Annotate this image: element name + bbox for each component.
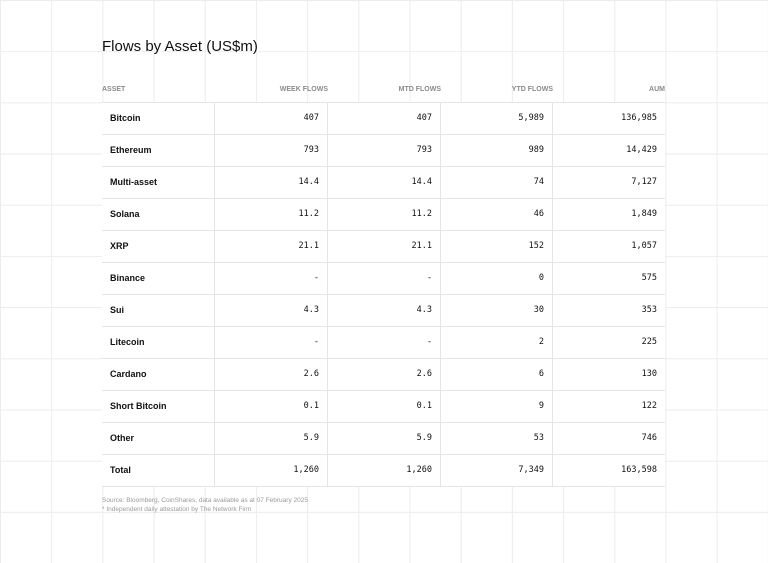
value-cell: 0.1 [215, 391, 328, 422]
value-cell: 5,989 [441, 103, 553, 134]
header-aum: AUM [649, 86, 665, 93]
value-cell: 136,985 [621, 113, 657, 123]
table-row [102, 199, 665, 231]
table-row [102, 103, 665, 135]
value-cell: 21.1 [328, 231, 441, 262]
value-cell: 0 [441, 263, 553, 294]
value-cell: 30 [441, 295, 553, 326]
table-row [102, 423, 665, 455]
table-row [102, 263, 665, 295]
table-body [102, 102, 665, 487]
value-cell: 4.3 [328, 295, 441, 326]
value-cell: 11.2 [328, 199, 441, 230]
asset-name-cell: Sui [102, 295, 215, 326]
table-row [102, 231, 665, 263]
value-cell: 5.9 [328, 423, 441, 454]
value-cell: 4.3 [215, 295, 328, 326]
attestation-note: * Independent daily attestation by The Network Firm [102, 506, 252, 513]
value-cell: 2 [441, 327, 553, 358]
value-cell: 0.1 [328, 391, 441, 422]
table-row [102, 327, 665, 359]
value-cell: 2.6 [328, 359, 441, 390]
table-row [102, 359, 665, 391]
table-row [102, 391, 665, 423]
header-asset: ASSET [102, 86, 126, 93]
value-cell: 793 [215, 135, 328, 166]
value-cell: 225 [641, 337, 657, 347]
value-cell: 1,057 [631, 241, 657, 251]
asset-name-cell: XRP [102, 231, 215, 262]
value-cell: - [328, 263, 441, 294]
value-cell: 7,127 [631, 177, 657, 187]
asset-name-cell: Binance [102, 263, 215, 294]
value-cell: - [215, 327, 328, 358]
value-cell: 989 [441, 135, 553, 166]
asset-name-cell: Multi-asset [102, 167, 215, 198]
value-cell: 1,849 [631, 209, 657, 219]
header-mtd-flows: MTD FLOWS [398, 86, 441, 93]
value-cell: 746 [641, 433, 657, 443]
table-title: Flows by Asset (US$m) [102, 38, 258, 55]
header-ytd-flows: YTD FLOWS [511, 86, 553, 93]
value-cell: 163,598 [621, 465, 657, 475]
value-cell: 793 [328, 135, 441, 166]
value-cell: 46 [441, 199, 553, 230]
value-cell: 130 [641, 369, 657, 379]
value-cell: 9 [441, 391, 553, 422]
value-cell: 74 [441, 167, 553, 198]
value-cell: 53 [441, 423, 553, 454]
table-row [102, 135, 665, 167]
value-cell: 152 [441, 231, 553, 262]
asset-name-cell: Short Bitcoin [102, 391, 215, 422]
footnotes [102, 496, 308, 514]
asset-name-cell: Litecoin [102, 327, 215, 358]
value-cell: 353 [641, 305, 657, 315]
asset-name-cell: Cardano [102, 359, 215, 390]
value-cell: 14.4 [328, 167, 441, 198]
value-cell: 407 [215, 103, 328, 134]
table-row-total [102, 455, 665, 487]
value-cell: 1,260 [328, 455, 441, 486]
value-cell: 7,349 [441, 455, 553, 486]
value-cell: 21.1 [215, 231, 328, 262]
value-cell: - [328, 327, 441, 358]
value-cell: 14,429 [626, 145, 657, 155]
asset-name-cell: Total [102, 455, 215, 486]
table-row [102, 167, 665, 199]
value-cell: 1,260 [215, 455, 328, 486]
value-cell: 6 [441, 359, 553, 390]
value-cell: 14.4 [215, 167, 328, 198]
value-cell: 575 [641, 273, 657, 283]
asset-name-cell: Ethereum [102, 135, 215, 166]
header-week-flows: WEEK FLOWS [279, 86, 328, 93]
value-cell: 5.9 [215, 423, 328, 454]
value-cell: 11.2 [215, 199, 328, 230]
source-note: Source: Bloomberg, CoinShares, data available as at 07 February 2025 [102, 497, 308, 504]
value-cell: 407 [328, 103, 441, 134]
value-cell: - [215, 263, 328, 294]
asset-name-cell: Other [102, 423, 215, 454]
asset-name-cell: Bitcoin [102, 103, 215, 134]
table-row [102, 295, 665, 327]
asset-name-cell: Solana [102, 199, 215, 230]
value-cell: 122 [641, 401, 657, 411]
value-cell: 2.6 [215, 359, 328, 390]
